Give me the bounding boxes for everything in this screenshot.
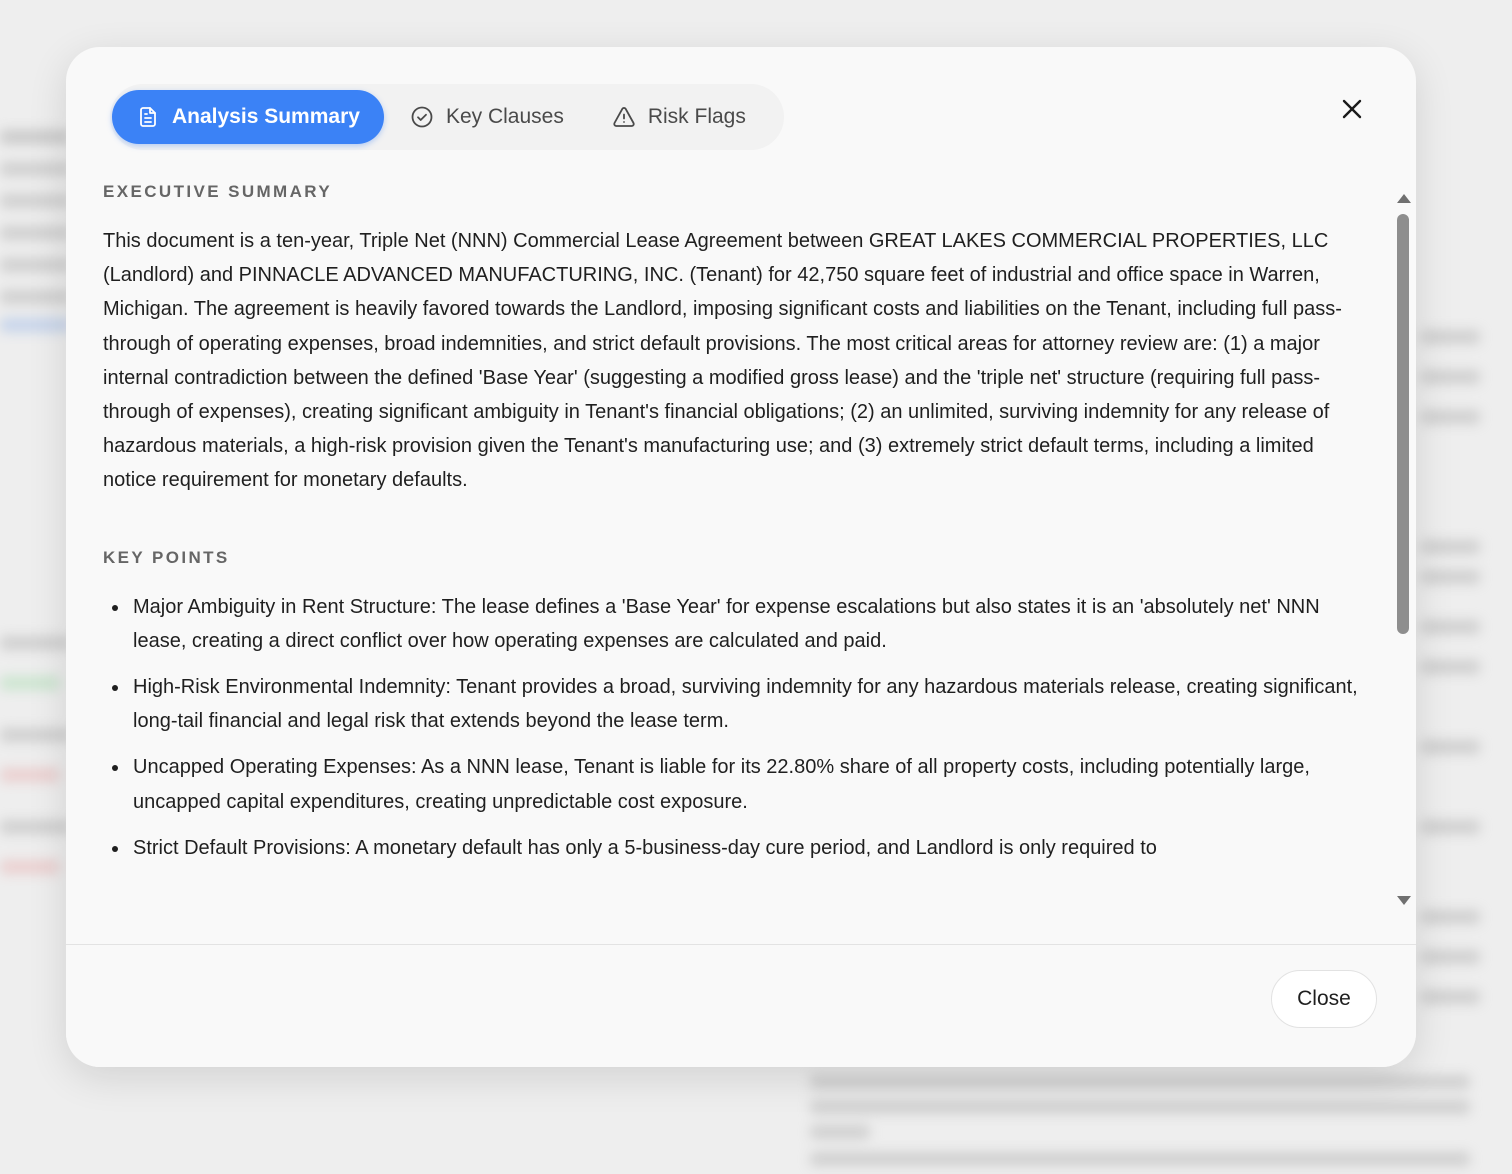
tab-analysis-summary[interactable] (112, 90, 384, 144)
tab-key-clauses[interactable] (386, 90, 588, 144)
scroll-down-arrow-icon[interactable] (1397, 896, 1411, 905)
analysis-modal (66, 47, 1416, 1067)
tab-label: Analysis Summary (172, 105, 360, 128)
list-item: Uncapped Operating Expenses: As a NNN lease, Tenant is liable for its 22.80% share of all property costs, including potentially large, uncapped capital expenditures, creating unpredictable cost exposure. (103, 750, 1365, 818)
scroll-thumb[interactable] (1397, 214, 1409, 634)
document-icon (136, 105, 160, 129)
list-item: Major Ambiguity in Rent Structure: The lease defines a 'Base Year' for expense escalations but also states it is an 'absolutely net' NNN lease, creating a direct conflict over how operating expenses are calculated and paid. (103, 590, 1365, 658)
executive-summary-text: This document is a ten-year, Triple Net (NNN) Commercial Lease Agreement between GREAT LAKES COMMERCIAL PROPERTIES, LLC (Landlord) and PINNACLE ADVANCED MANUFACTURING, INC. (Tenant) for 42,750 square feet of industrial and office space in Warren, Michigan. The agreement is heavily favored towards the Landlord, imposing significant costs and liabilities on the Tenant, including full pass-through of operating expenses, broad indemnities, and strict default provisions. The most critical areas for attorney review are: (1) a major internal contradiction between the defined 'Base Year' (suggesting a modified gross lease) and the 'triple net' structure (requiring full pass-through of expenses), creating significant ambiguity in Tenant's financial obligations; (2) an unlimited, surviving indemnity for any release of hazardous materials, a high-risk provision given the Tenant's manufacturing use; and (3) extremely strict default terms, including a limited notice requirement for monetary defaults. (103, 230, 1342, 492)
close-button[interactable]: Close (1271, 970, 1377, 1028)
content-scrollbar[interactable] (1392, 192, 1414, 907)
close-icon[interactable] (1334, 91, 1370, 127)
check-circle-icon (410, 105, 434, 129)
key-points-list (103, 590, 1365, 865)
list-item: Strict Default Provisions: A monetary default has only a 5-business-day cure period, and Landlord is only required to (103, 831, 1365, 865)
tab-label: Risk Flags (647, 105, 746, 128)
list-item: High-Risk Environmental Indemnity: Tenant provides a broad, surviving indemnity for any hazardous materials release, creating significant, long-tail financial and legal risk that extends beyond the lease term. (103, 670, 1365, 738)
tab-risk-flags[interactable] (588, 90, 770, 144)
executive-summary-heading: EXECUTIVE SUMMARY (103, 182, 333, 201)
key-points-heading: KEY POINTS (103, 547, 230, 567)
analysis-content[interactable] (103, 182, 1365, 904)
tab-label: Key Clauses (445, 105, 564, 128)
scroll-up-arrow-icon[interactable] (1397, 194, 1411, 203)
tab-bar (110, 84, 784, 150)
modal-footer (66, 944, 1416, 1067)
warning-triangle-icon (612, 105, 636, 129)
